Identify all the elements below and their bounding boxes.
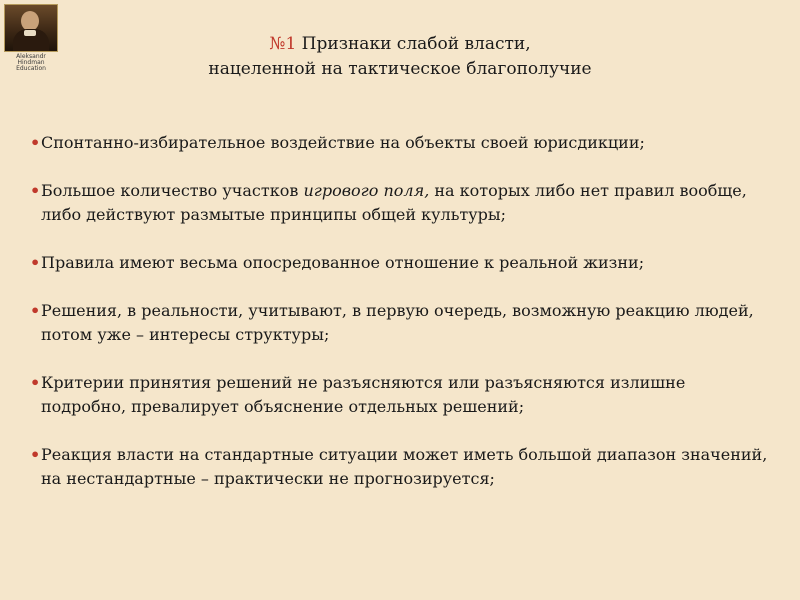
bullet-item: • Решения, в реальности, учитывают, в первую очередь, возможную реакцию людей, потом уже – интересы структуры; (30, 299, 775, 347)
bullet-text-post: на которых либо нет правил вообще, либо действуют размытые принципы общей культуры; (41, 181, 747, 224)
title-number: №1 (269, 34, 297, 54)
slide-title (150, 32, 650, 82)
portrait-image (4, 4, 58, 52)
bullet-item: • Критерии принятия решений не разъясняются или разъясняются излишне подробно, превалирует объяснение отдельных решений; (30, 371, 775, 419)
bullet-item: • Правила имеют весьма опосредованное отношение к реальной жизни; (30, 251, 775, 275)
title-line-1 (150, 32, 650, 57)
logo (4, 4, 58, 72)
bullet-text-italic: игрового поля, (303, 181, 430, 200)
bullet-item (30, 179, 775, 227)
bullet-item: • Реакция власти на стандартные ситуации может иметь большой диапазон значений, на нестандартные – практически не прогнозируется; (30, 443, 775, 491)
bullet-item: • Спонтанно-избирательное воздействие на объекты своей юрисдикции; (30, 131, 775, 155)
bullet-text-pre: Большое количество участков (41, 181, 304, 200)
title-line-1-text: Признаки слабой власти, (296, 34, 531, 54)
title-line-2: нацеленной на тактическое благополучие (208, 59, 592, 79)
bullet-list (30, 131, 775, 515)
logo-caption: Aleksandr Hindman Education (16, 53, 46, 72)
